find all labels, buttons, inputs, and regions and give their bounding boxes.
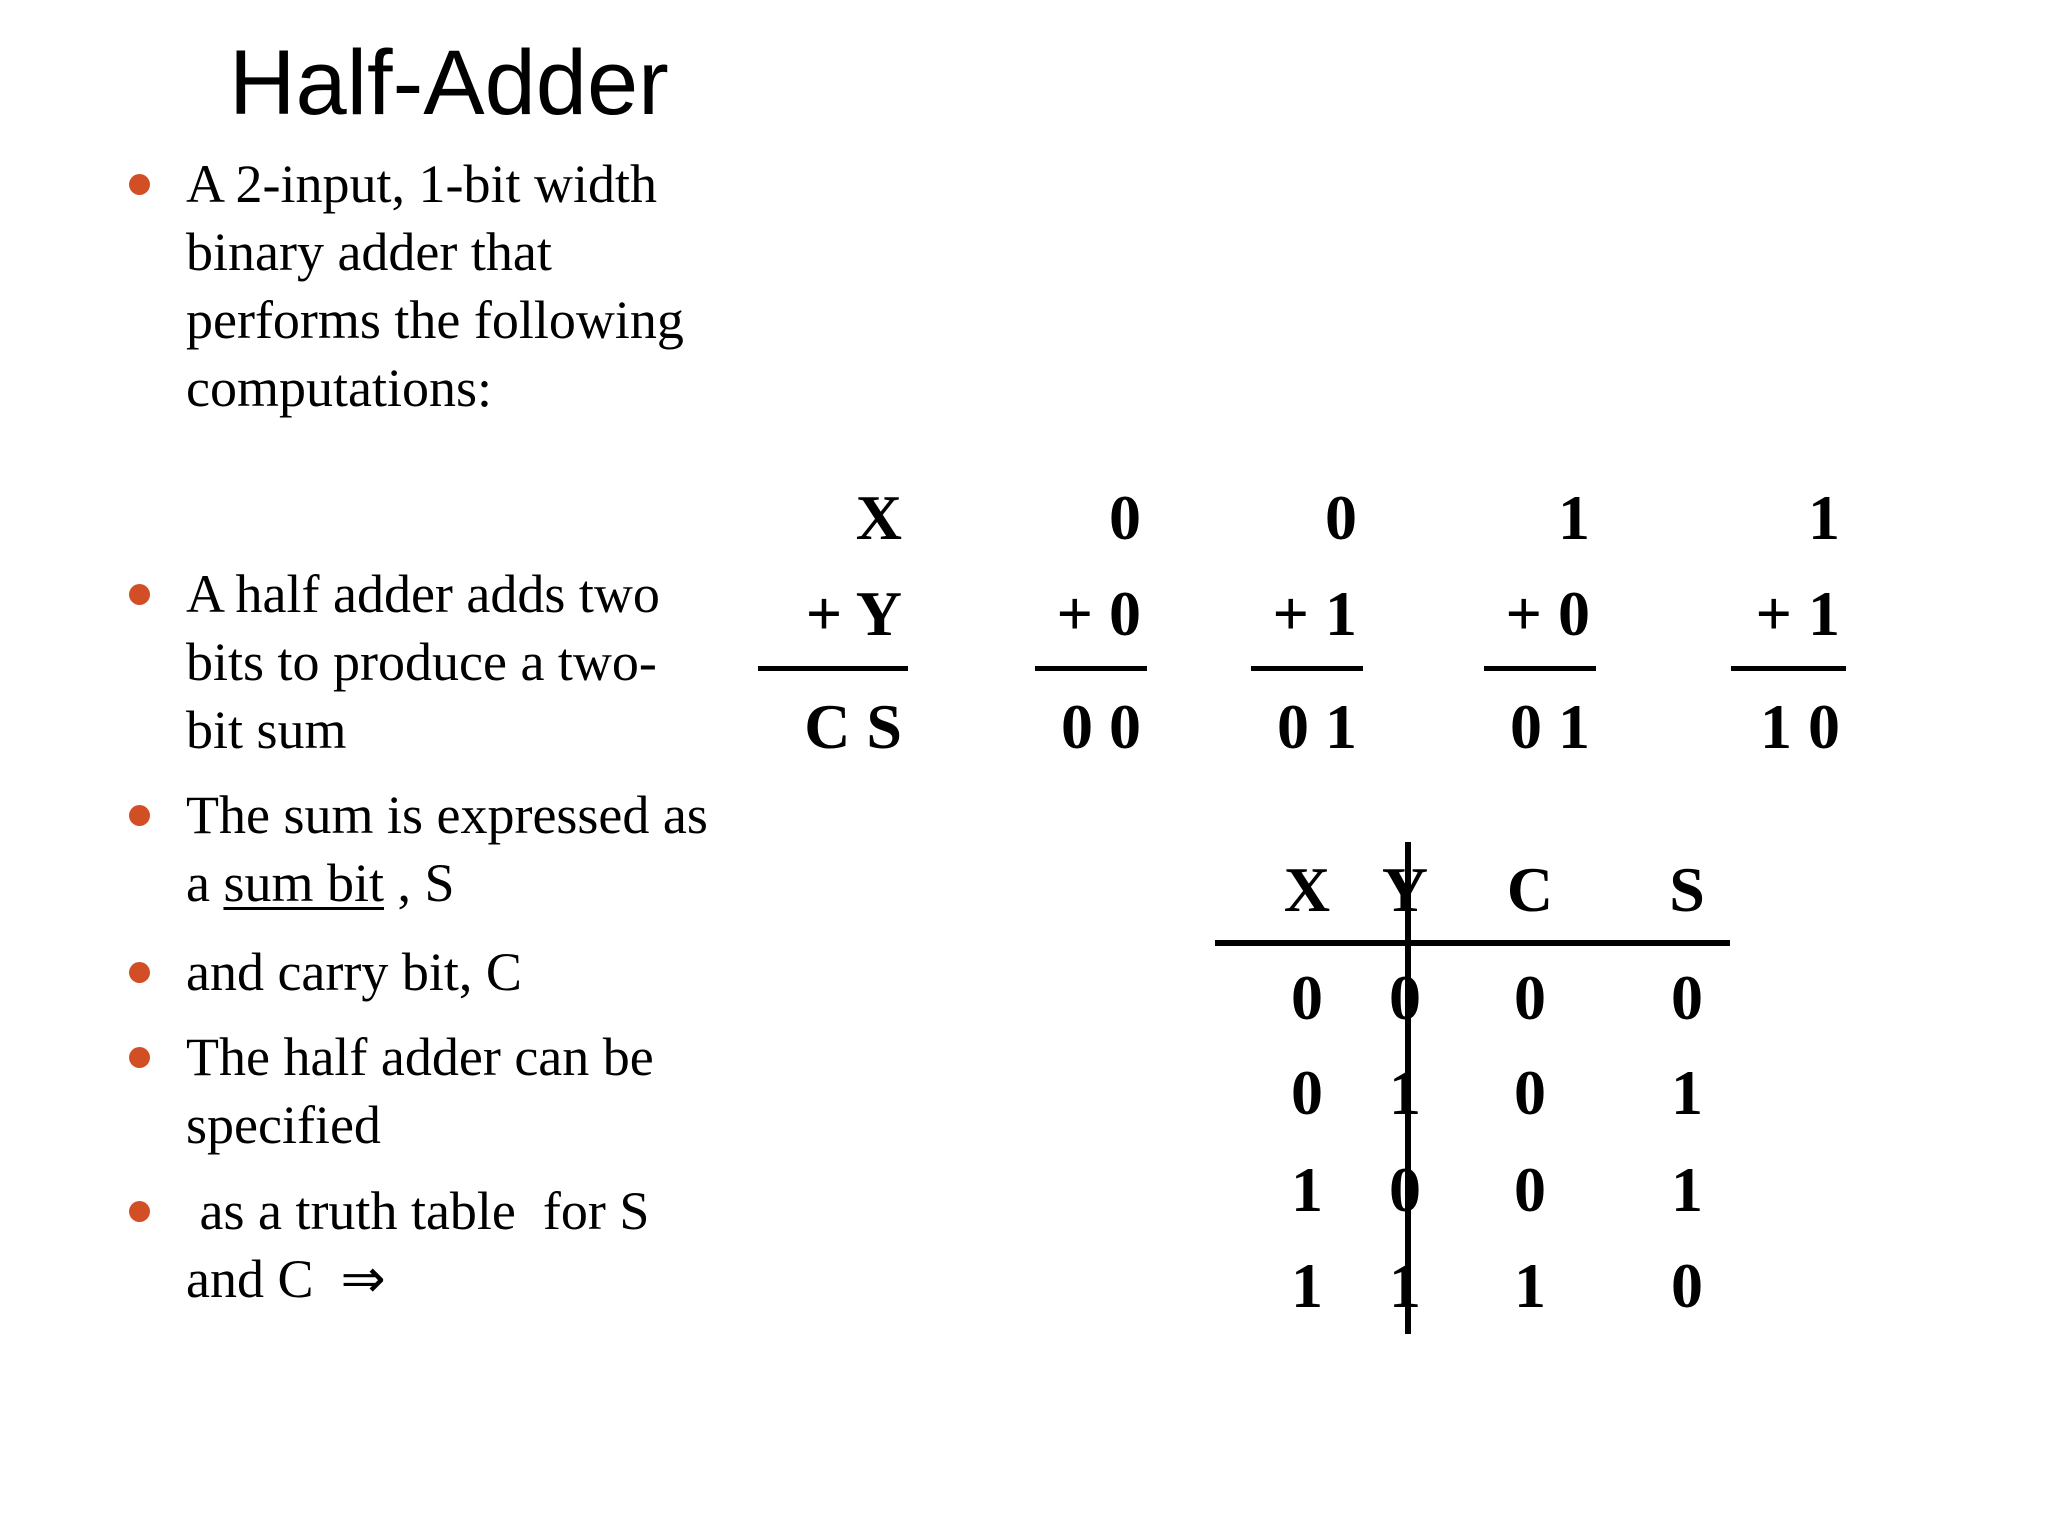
table-header-c: C: [1506, 854, 1554, 925]
table-cell: 1: [1671, 1057, 1703, 1128]
table-header-rule: [1215, 940, 1730, 946]
bullet-item: [125, 781, 765, 917]
bullet-text: [186, 1023, 765, 1159]
bullet-item: [125, 1177, 765, 1313]
table-cell: 0: [1389, 962, 1421, 1033]
truth-table: [1215, 840, 1730, 1336]
bullet-line: bits to produce a two-: [186, 632, 657, 692]
addition-example: [1035, 470, 1147, 775]
table-cell: 0: [1671, 1250, 1703, 1321]
bullet-text: [186, 560, 765, 764]
table-header-x: X: [1283, 854, 1331, 925]
bullet-item: [125, 150, 765, 422]
bullet-item: [125, 1023, 765, 1159]
table-cell: 0: [1514, 1154, 1546, 1225]
bullet-line: computations:: [186, 358, 492, 418]
bullet-text: [186, 1177, 765, 1313]
addition-second: + Y: [805, 578, 902, 649]
table-cell: 1: [1514, 1250, 1546, 1321]
bullet-text: [186, 150, 765, 422]
addition-top: 1: [1558, 482, 1590, 553]
addition-top: X: [855, 482, 902, 553]
addition-example: [1251, 470, 1363, 775]
addition-rule: [758, 666, 908, 671]
table-cell: 1: [1671, 1154, 1703, 1225]
bullet-line: The sum is expressed as: [186, 785, 708, 845]
addition-rule: [1035, 666, 1147, 671]
table-cell: 1: [1389, 1250, 1421, 1321]
bullet-dot-icon: [129, 962, 150, 983]
addition-top: 0: [1325, 482, 1357, 553]
bullet-line: performs the following: [186, 290, 684, 350]
addition-rule: [1251, 666, 1363, 671]
bullet-line: as a truth table for S: [186, 1181, 650, 1241]
table-cell: 1: [1389, 1057, 1421, 1128]
addition-second: + 0: [1505, 578, 1590, 649]
slide-title: Half-Adder: [229, 32, 669, 134]
addition-rule: [1484, 666, 1596, 671]
table-cell: 0: [1514, 1057, 1546, 1128]
addition-rule: [1731, 666, 1846, 671]
addition-top: 1: [1808, 482, 1840, 553]
addition-result: 1 0: [1760, 691, 1840, 762]
bullet-item: [125, 938, 765, 1006]
table-cell: 0: [1291, 1057, 1323, 1128]
addition-example: [1484, 470, 1596, 775]
table-cell: 0: [1671, 962, 1703, 1033]
bullet-text: [186, 938, 765, 1006]
bullet-line: binary adder that: [186, 222, 552, 282]
bullet-line: The half adder can be: [186, 1027, 654, 1087]
addition-example-header: [758, 470, 908, 775]
bullet-dot-icon: [129, 174, 150, 195]
bullet-dot-icon: [129, 584, 150, 605]
bullet-dot-icon: [129, 1201, 150, 1222]
table-header-y: Y: [1381, 854, 1429, 925]
table-header-s: S: [1669, 854, 1705, 925]
bullet-line: and C ⇒: [186, 1249, 386, 1309]
table-cell: 1: [1291, 1154, 1323, 1225]
bullet-text: [186, 781, 765, 917]
bullet-text-fragment: , S: [384, 853, 455, 913]
bullet-line: bit sum: [186, 700, 347, 760]
addition-result: 0 0: [1061, 691, 1141, 762]
bullet-text-fragment: a: [186, 853, 224, 913]
table-cell: 0: [1389, 1154, 1421, 1225]
bullet-item: [125, 560, 765, 764]
bullet-dot-icon: [129, 1047, 150, 1068]
bullet-line: and carry bit, C: [186, 942, 522, 1002]
bullet-line: A half adder adds two: [186, 564, 660, 624]
bullet-line: [186, 849, 765, 917]
table-cell: 1: [1291, 1250, 1323, 1321]
table-cell: 0: [1514, 962, 1546, 1033]
sum-bit-underlined: sum bit: [223, 853, 384, 913]
addition-second: + 1: [1272, 578, 1357, 649]
addition-result: 0 1: [1277, 691, 1357, 762]
addition-top: 0: [1109, 482, 1141, 553]
bullet-line: A 2-input, 1-bit width: [186, 154, 657, 214]
bullet-dot-icon: [129, 805, 150, 826]
addition-second: + 0: [1056, 578, 1141, 649]
addition-result: 0 1: [1510, 691, 1590, 762]
addition-result: C S: [804, 691, 902, 762]
bullet-line: specified: [186, 1095, 381, 1155]
addition-second: + 1: [1755, 578, 1840, 649]
table-cell: 0: [1291, 962, 1323, 1033]
addition-example: [1731, 470, 1846, 775]
